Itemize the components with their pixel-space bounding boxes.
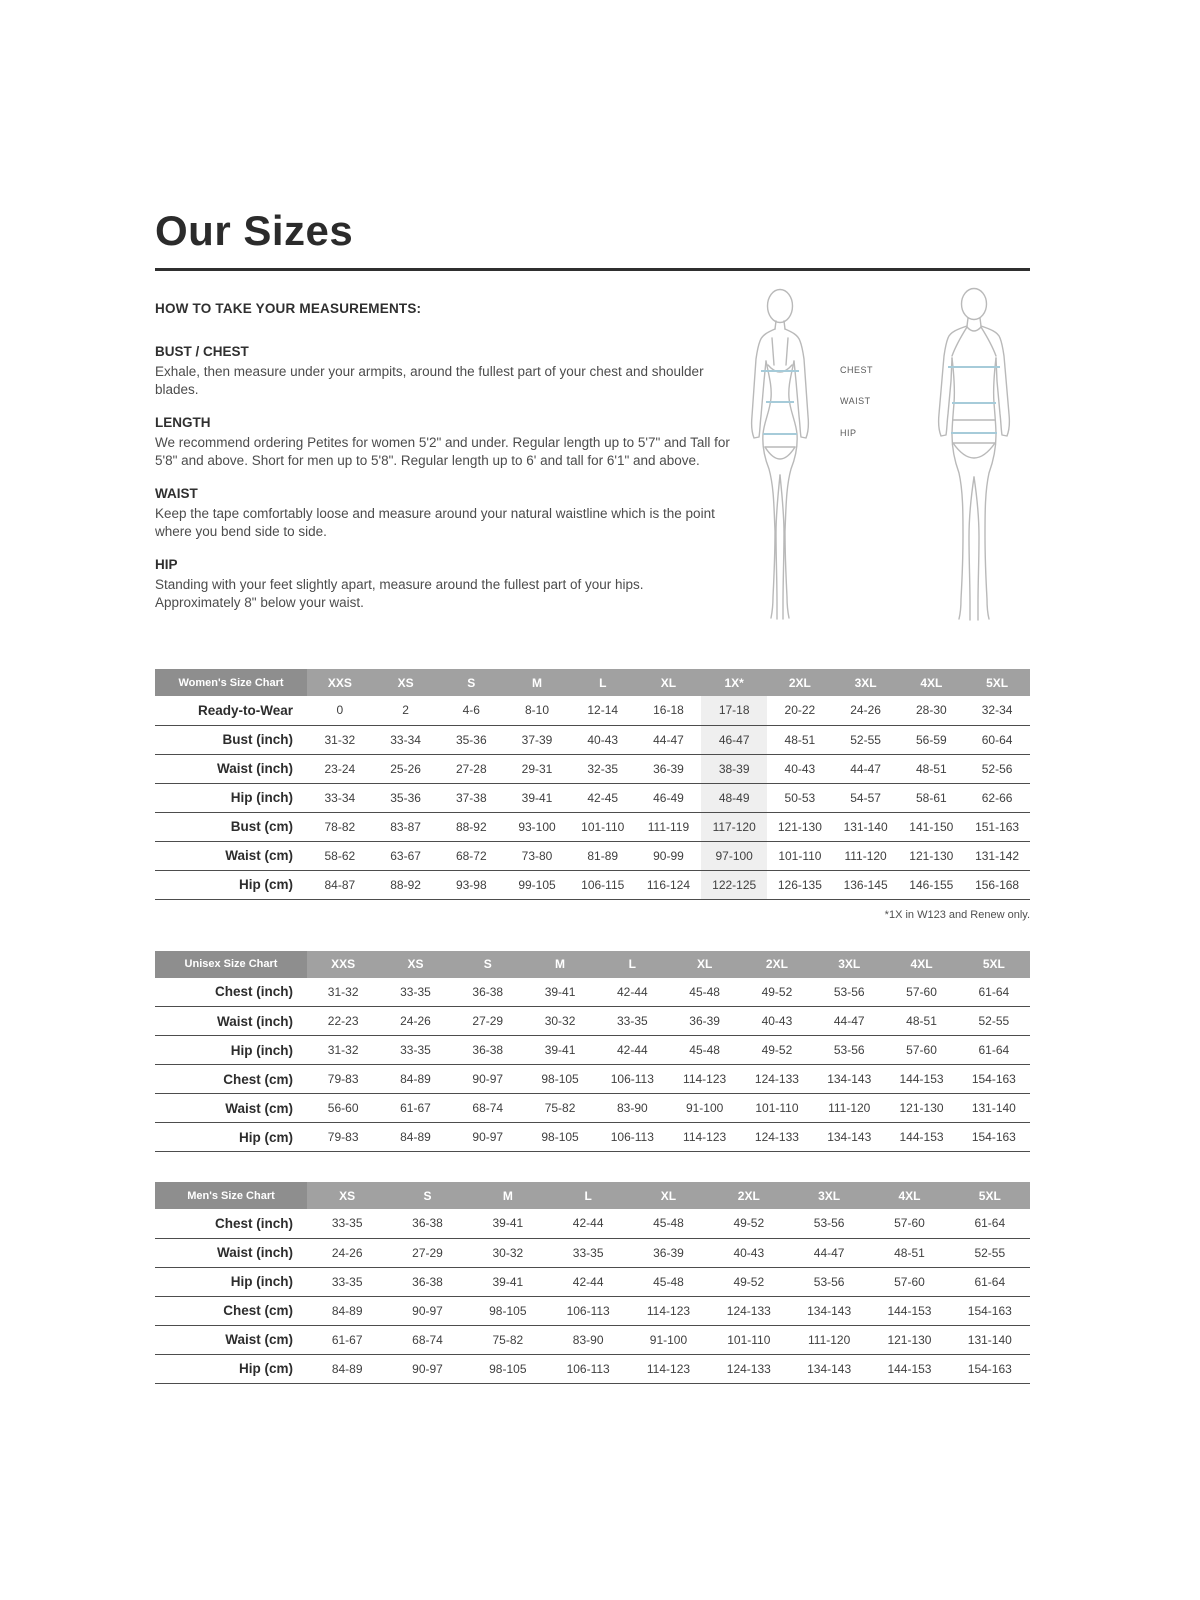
women-s-size-chart [155, 669, 1030, 900]
size-value: 37-38 [455, 790, 487, 805]
size-value: 88-92 [390, 877, 421, 892]
size-value: 84-87 [324, 877, 356, 892]
size-value: 91-100 [649, 1332, 688, 1347]
size-value: 124-133 [754, 1072, 799, 1086]
table-title-cell: Men's Size Chart [155, 1182, 307, 1209]
size-value: 88-92 [455, 819, 487, 834]
size-value: 156-168 [975, 877, 1020, 892]
size-value: 45-48 [653, 1274, 684, 1289]
size-charts [155, 669, 1030, 1384]
size-value: 131-142 [975, 848, 1020, 863]
size-value: 146-155 [909, 877, 954, 892]
measurement-section [155, 344, 730, 398]
size-value: 2 [402, 703, 409, 718]
size-value: 31-32 [327, 1043, 359, 1057]
size-value: 42-44 [616, 984, 648, 999]
size-value: 53-56 [813, 1216, 845, 1231]
unisex-size-chart-header-row [155, 951, 1030, 978]
size-value: 49-52 [733, 1274, 765, 1289]
size-value: 134-143 [807, 1303, 852, 1318]
column-header-xxs: XXS [307, 669, 373, 696]
size-value: 101-110 [755, 1101, 799, 1115]
row-label: Hip (cm) [239, 1129, 293, 1145]
size-value: 131-140 [843, 819, 888, 834]
size-value: 33-35 [400, 1043, 431, 1057]
instruction-sections [155, 344, 730, 611]
size-row [155, 1123, 1030, 1152]
column-header-l: L [570, 669, 636, 696]
size-row [155, 1238, 1030, 1267]
row-label: Hip (inch) [230, 1042, 293, 1058]
column-header-l: L [548, 1182, 628, 1209]
size-value: 83-90 [572, 1332, 604, 1347]
size-value: 33-35 [572, 1245, 604, 1260]
size-value: 57-60 [906, 984, 937, 999]
size-row [155, 725, 1030, 754]
column-header-5xl: 5XL [964, 669, 1030, 696]
row-label: Hip (cm) [239, 877, 293, 892]
size-value: 79-83 [327, 1130, 359, 1144]
size-value: 79-83 [327, 1072, 359, 1086]
row-label: Waist (cm) [225, 848, 293, 863]
size-value: 49-52 [761, 984, 793, 999]
unisex-size-chart-block [155, 951, 1030, 1153]
size-value: 22-23 [327, 1014, 359, 1028]
column-header-5xl: 5XL [958, 951, 1030, 978]
size-value: 35-36 [455, 732, 487, 747]
size-value: 61-67 [400, 1101, 431, 1115]
size-row [155, 754, 1030, 783]
column-header-s: S [438, 669, 504, 696]
size-value: 35-36 [390, 790, 421, 805]
chest-label: CHEST [840, 365, 874, 375]
size-value: 52-55 [850, 732, 881, 747]
size-value: 68-74 [472, 1101, 504, 1115]
size-value: 114-123 [646, 1361, 691, 1376]
size-value: 98-105 [489, 1303, 527, 1318]
hip-label: HIP [840, 428, 857, 438]
male-figure-illustration [918, 285, 1030, 630]
size-value: 28-30 [915, 703, 947, 718]
size-row [155, 1065, 1030, 1094]
column-header-xs: XS [373, 669, 439, 696]
measurement-section [155, 415, 730, 469]
female-figure-illustration [730, 285, 830, 630]
size-value: 48-49 [701, 783, 767, 812]
column-header-xs: XS [307, 1182, 387, 1209]
size-value: 111-120 [828, 1101, 871, 1115]
row-label: Waist (inch) [217, 761, 293, 776]
row-label: Waist (inch) [217, 1245, 293, 1260]
size-value: 154-163 [967, 1303, 1012, 1318]
size-value: 68-74 [412, 1332, 443, 1347]
section-text: Standing with your feet slightly apart, measure around the fullest part of your hips. Approximately 8" below your waist. [155, 577, 644, 610]
size-value: 57-60 [906, 1043, 937, 1057]
size-value: 106-115 [581, 877, 625, 892]
size-value: 37-39 [521, 732, 553, 747]
size-value: 56-60 [327, 1101, 359, 1115]
size-value: 46-47 [701, 725, 767, 754]
men-s-size-chart-header-row [155, 1182, 1030, 1209]
size-value: 99-105 [518, 877, 556, 892]
section-label: WAIST [155, 486, 198, 502]
table-title-cell: Women's Size Chart [155, 669, 307, 696]
size-value: 44-47 [813, 1245, 845, 1260]
size-value: 40-43 [587, 732, 619, 747]
row-label: Chest (cm) [223, 1303, 293, 1318]
size-row [155, 978, 1030, 1007]
page-title: Our Sizes [155, 207, 354, 254]
size-value: 106-113 [566, 1361, 610, 1376]
size-value: 114-123 [646, 1303, 691, 1318]
size-value: 54-57 [850, 790, 881, 805]
column-header-l: L [596, 951, 668, 978]
size-row [155, 696, 1030, 725]
column-header-m: M [468, 1182, 548, 1209]
column-header-s: S [387, 1182, 467, 1209]
size-value: 42-44 [616, 1043, 648, 1057]
size-value: 33-35 [400, 984, 431, 999]
column-header-2xl: 2XL [741, 951, 813, 978]
size-value: 39-41 [492, 1216, 524, 1231]
column-header-m: M [524, 951, 596, 978]
size-row [155, 783, 1030, 812]
row-label: Waist (inch) [217, 1013, 293, 1029]
column-header-2xl: 2XL [709, 1182, 789, 1209]
size-value: 124-133 [754, 1130, 799, 1144]
column-header-s: S [452, 951, 524, 978]
size-value: 90-97 [472, 1072, 504, 1086]
size-row [155, 812, 1030, 841]
size-value: 75-82 [544, 1101, 576, 1115]
column-header-m: M [504, 669, 570, 696]
size-value: 131-140 [967, 1332, 1012, 1347]
size-value: 111-119 [647, 819, 690, 834]
size-value: 61-64 [978, 1043, 1010, 1057]
size-value: 30-32 [544, 1014, 576, 1028]
size-value: 58-62 [324, 848, 356, 863]
size-value: 36-38 [412, 1274, 443, 1289]
size-value: 57-60 [894, 1274, 925, 1289]
row-label: Chest (cm) [223, 1071, 293, 1087]
size-value: 36-38 [412, 1216, 443, 1231]
size-value: 58-61 [915, 790, 947, 805]
size-value: 42-44 [572, 1274, 604, 1289]
size-value: 93-100 [518, 819, 556, 834]
men-s-size-chart-block [155, 1182, 1030, 1384]
measurement-instructions [155, 301, 730, 628]
size-value: 91-100 [685, 1101, 724, 1115]
column-header-3xl: 3XL [833, 669, 899, 696]
size-value: 84-89 [331, 1361, 363, 1376]
size-value: 101-110 [778, 848, 822, 863]
size-value: 121-130 [887, 1332, 932, 1347]
size-value: 90-97 [412, 1303, 443, 1318]
size-value: 52-55 [978, 1014, 1010, 1028]
size-value: 61-64 [974, 1216, 1006, 1231]
size-value: 121-130 [777, 819, 822, 834]
size-value: 36-39 [689, 1014, 720, 1028]
size-value: 61-67 [331, 1332, 363, 1347]
size-value: 24-26 [331, 1245, 363, 1260]
size-row [155, 841, 1030, 870]
size-value: 121-130 [899, 1101, 944, 1115]
size-value: 53-56 [833, 984, 865, 999]
size-value: 17-18 [701, 696, 767, 725]
size-value: 98-105 [541, 1130, 579, 1144]
size-value: 61-64 [978, 984, 1010, 999]
row-label: Waist (cm) [225, 1332, 293, 1347]
women-s-size-chart-header-row [155, 669, 1030, 696]
size-value: 141-150 [909, 819, 954, 834]
size-value: 124-133 [726, 1361, 771, 1376]
size-row [155, 1007, 1030, 1036]
size-value: 32-35 [587, 761, 619, 776]
size-row [155, 870, 1030, 899]
size-value: 90-99 [653, 848, 684, 863]
size-row [155, 1036, 1030, 1065]
section-text: Exhale, then measure under your armpits, around the fullest part of your chest and shoulder blades. [155, 364, 704, 397]
section-label: LENGTH [155, 415, 211, 431]
column-header-xxs: XXS [307, 951, 379, 978]
size-value: 151-163 [975, 819, 1020, 834]
size-value: 46-49 [653, 790, 684, 805]
size-row [155, 1296, 1030, 1325]
size-value: 131-140 [971, 1101, 1016, 1115]
size-value: 24-26 [850, 703, 881, 718]
size-value: 154-163 [971, 1072, 1016, 1086]
size-value: 42-44 [572, 1216, 604, 1231]
size-value: 12-14 [587, 703, 619, 718]
how-to-heading: HOW TO TAKE YOUR MEASUREMENTS: [155, 301, 422, 316]
size-value: 52-56 [981, 761, 1013, 776]
size-value: 36-38 [472, 1043, 504, 1057]
size-value: 40-43 [733, 1245, 765, 1260]
size-value: 39-41 [492, 1274, 524, 1289]
men-s-size-chart [155, 1182, 1030, 1384]
size-value: 134-143 [827, 1130, 872, 1144]
size-value: 27-28 [455, 761, 487, 776]
size-value: 106-113 [610, 1130, 654, 1144]
size-value: 24-26 [400, 1014, 431, 1028]
column-header-4xl: 4XL [898, 669, 964, 696]
size-value: 68-72 [455, 848, 487, 863]
size-value: 106-113 [610, 1072, 654, 1086]
size-value: 45-48 [689, 1043, 720, 1057]
size-value: 30-32 [492, 1245, 524, 1260]
size-value: 81-89 [587, 848, 619, 863]
column-header-xs: XS [379, 951, 451, 978]
size-value: 63-67 [390, 848, 421, 863]
size-value: 25-26 [390, 761, 421, 776]
table-footnote: *1X in W123 and Renew only. [884, 908, 1030, 921]
size-value: 40-43 [784, 761, 816, 776]
size-value: 134-143 [827, 1072, 872, 1086]
size-value: 48-51 [915, 761, 947, 776]
column-header-xl: XL [636, 669, 702, 696]
column-header-4xl: 4XL [869, 1182, 949, 1209]
measurement-figures [730, 285, 1030, 630]
size-value: 154-163 [967, 1361, 1012, 1376]
size-value: 50-53 [784, 790, 816, 805]
waist-label: WAIST [840, 396, 871, 406]
row-label: Ready-to-Wear [197, 702, 293, 718]
column-header-3xl: 3XL [789, 1182, 869, 1209]
size-value: 33-34 [390, 732, 421, 747]
size-value: 39-41 [544, 984, 576, 999]
size-value: 39-41 [544, 1043, 576, 1057]
size-value: 33-34 [324, 790, 356, 805]
size-value: 62-66 [981, 790, 1013, 805]
size-value: 33-35 [331, 1216, 363, 1231]
column-header-4xl: 4XL [885, 951, 957, 978]
size-value: 53-56 [833, 1043, 865, 1057]
column-header-3xl: 3XL [813, 951, 885, 978]
size-value: 144-153 [899, 1130, 944, 1144]
size-value: 84-89 [400, 1130, 431, 1144]
size-value: 144-153 [887, 1303, 932, 1318]
size-value: 93-98 [455, 877, 487, 892]
size-value: 122-125 [701, 870, 767, 899]
column-header-5xl: 5XL [950, 1182, 1030, 1209]
size-value: 90-97 [412, 1361, 443, 1376]
size-value: 73-80 [521, 848, 553, 863]
size-row [155, 1209, 1030, 1238]
column-header-1x: 1X* [701, 669, 767, 696]
size-value: 116-124 [646, 877, 691, 892]
column-header-2xl: 2XL [767, 669, 833, 696]
size-value: 97-100 [701, 841, 767, 870]
size-value: 98-105 [541, 1072, 579, 1086]
size-value: 8-10 [525, 703, 550, 718]
size-value: 23-24 [324, 761, 356, 776]
size-value: 33-35 [331, 1274, 363, 1289]
row-label: Waist (cm) [225, 1100, 293, 1116]
size-value: 16-18 [653, 703, 684, 718]
size-value: 44-47 [653, 732, 684, 747]
size-value: 154-163 [971, 1130, 1016, 1144]
size-value: 31-32 [324, 732, 356, 747]
row-label: Chest (inch) [214, 1215, 293, 1231]
size-value: 111-120 [844, 848, 887, 863]
size-value: 48-51 [894, 1245, 925, 1260]
women-s-size-chart-block [155, 669, 1030, 921]
size-value: 44-47 [833, 1014, 865, 1028]
section-label: HIP [155, 557, 178, 573]
row-label: Hip (inch) [230, 1274, 293, 1289]
measurement-section [155, 557, 730, 611]
measurement-intro-section [155, 301, 1030, 653]
row-label: Bust (cm) [230, 819, 293, 834]
size-value: 42-45 [587, 790, 619, 805]
size-value: 57-60 [894, 1216, 925, 1231]
size-row [155, 1267, 1030, 1296]
size-value: 38-39 [701, 754, 767, 783]
size-value: 61-64 [974, 1274, 1006, 1289]
size-value: 36-39 [653, 1245, 684, 1260]
size-value: 101-110 [727, 1332, 771, 1347]
size-value: 29-31 [521, 761, 553, 776]
size-value: 126-135 [777, 877, 822, 892]
section-text: We recommend ordering Petites for women 5'2" and under. Regular length up to 5'7" and Tall for 5'8" and above. Short for men up to 5'8". Regular length up to 6' and tall for 6'1" and above. [155, 435, 730, 468]
size-value: 98-105 [489, 1361, 527, 1376]
size-value: 32-34 [981, 703, 1013, 718]
size-row [155, 1094, 1030, 1123]
size-value: 20-22 [784, 703, 816, 718]
column-header-xl: XL [668, 951, 740, 978]
size-value: 36-38 [472, 984, 504, 999]
size-value: 75-82 [492, 1332, 524, 1347]
size-value: 121-130 [909, 848, 954, 863]
size-value: 90-97 [472, 1130, 504, 1144]
size-value: 40-43 [761, 1014, 793, 1028]
size-value: 124-133 [726, 1303, 771, 1318]
size-value: 101-110 [581, 819, 625, 834]
size-value: 4-6 [462, 703, 480, 718]
size-value: 83-87 [390, 819, 421, 834]
size-value: 114-123 [683, 1072, 727, 1086]
size-row [155, 1325, 1030, 1354]
size-value: 144-153 [887, 1361, 932, 1376]
size-value: 117-120 [701, 812, 767, 841]
size-value: 0 [336, 703, 344, 718]
size-value: 60-64 [981, 732, 1013, 747]
section-label: BUST / CHEST [155, 344, 249, 359]
row-label: Hip (inch) [230, 790, 293, 805]
size-value: 53-56 [813, 1274, 845, 1289]
size-value: 36-39 [653, 761, 684, 776]
size-value: 33-35 [616, 1014, 648, 1028]
size-value: 106-113 [566, 1303, 610, 1318]
size-value: 45-48 [653, 1216, 684, 1231]
size-value: 83-90 [616, 1101, 648, 1115]
row-label: Hip (cm) [239, 1361, 293, 1376]
table-title-cell: Unisex Size Chart [155, 951, 307, 978]
section-text: Keep the tape comfortably loose and measure around your natural waistline which is the point where you bend side to side. [155, 506, 715, 539]
size-value: 27-29 [472, 1014, 504, 1028]
size-value: 49-52 [733, 1216, 765, 1231]
column-header-xl: XL [628, 1182, 708, 1209]
size-value: 144-153 [899, 1072, 944, 1086]
size-value: 56-59 [915, 732, 947, 747]
unisex-size-chart [155, 951, 1030, 1153]
size-value: 114-123 [683, 1130, 727, 1144]
size-value: 27-29 [412, 1245, 443, 1260]
size-value: 84-89 [331, 1303, 363, 1318]
size-value: 78-82 [324, 819, 356, 834]
size-value: 52-55 [974, 1245, 1006, 1260]
size-value: 48-51 [906, 1014, 937, 1028]
size-row [155, 1354, 1030, 1383]
measurement-section [155, 486, 730, 540]
size-value: 39-41 [521, 790, 553, 805]
size-value: 48-51 [784, 732, 816, 747]
title-divider [155, 268, 1030, 271]
size-value: 44-47 [850, 761, 881, 776]
row-label: Bust (inch) [222, 732, 293, 747]
row-label: Chest (inch) [214, 984, 293, 1000]
size-value: 134-143 [807, 1361, 852, 1376]
size-value: 111-120 [808, 1332, 851, 1347]
size-value: 84-89 [400, 1072, 431, 1086]
size-value: 49-52 [761, 1043, 793, 1057]
size-value: 45-48 [689, 984, 720, 999]
size-value: 136-145 [843, 877, 888, 892]
size-value: 31-32 [327, 984, 359, 999]
